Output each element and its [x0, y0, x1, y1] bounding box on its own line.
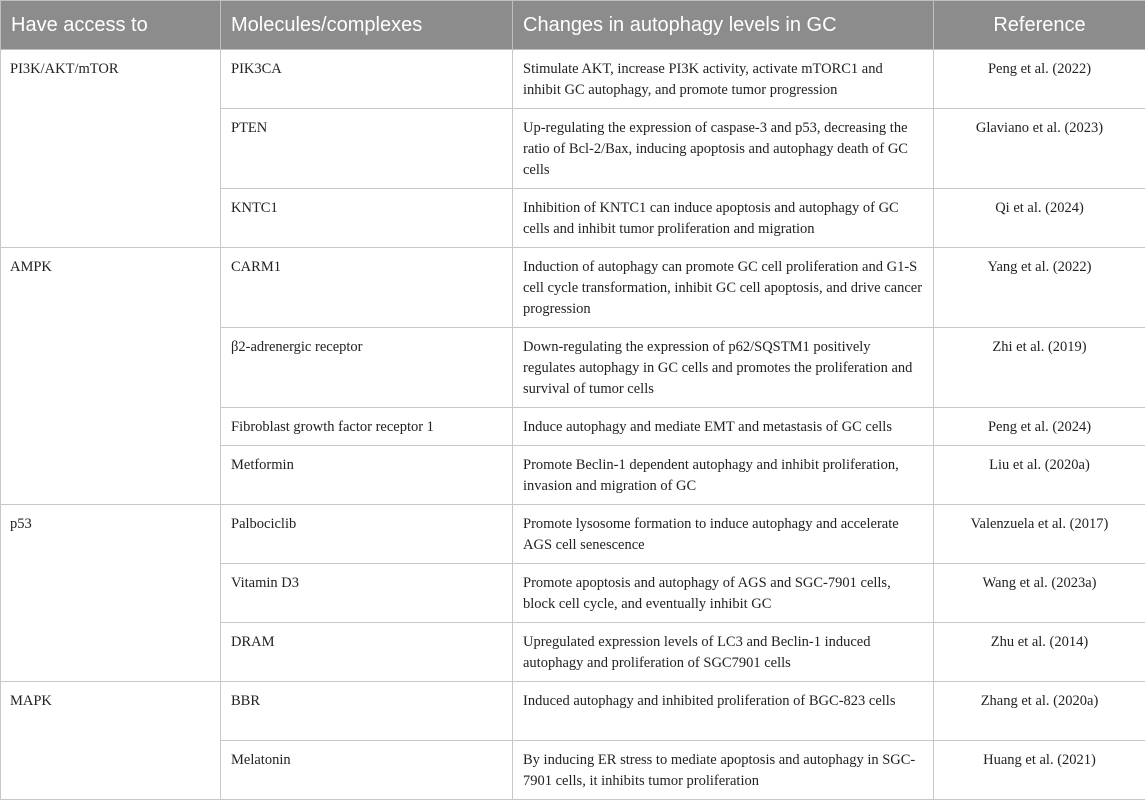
reference-cell: Yang et al. (2022)	[934, 248, 1145, 328]
reference-cell: Qi et al. (2024)	[934, 189, 1145, 248]
table-row	[1, 50, 1145, 109]
pathway-cell: MAPK	[1, 682, 221, 800]
change-cell: Inhibition of KNTC1 can induce apoptosis and autophagy of GC cells and inhibit tumor proliferation and migration	[513, 189, 934, 248]
change-cell: Promote Beclin-1 dependent autophagy and inhibit proliferation, invasion and migration of GC	[513, 446, 934, 505]
molecule-cell: DRAM	[221, 623, 513, 682]
pathway-cell: p53	[1, 505, 221, 682]
change-cell: Up-regulating the expression of caspase-3 and p53, decreasing the ratio of Bcl-2/Bax, inducing apoptosis and autophagy death of GC cells	[513, 109, 934, 189]
reference-cell: Valenzuela et al. (2017)	[934, 505, 1145, 564]
molecule-cell: β2-adrenergic receptor	[221, 328, 513, 408]
reference-cell: Glaviano et al. (2023)	[934, 109, 1145, 189]
change-cell: Upregulated expression levels of LC3 and Beclin-1 induced autophagy and proliferation of SGC7901 cells	[513, 623, 934, 682]
pathway-cell: AMPK	[1, 248, 221, 505]
reference-cell: Zhu et al. (2014)	[934, 623, 1145, 682]
molecule-cell: Palbociclib	[221, 505, 513, 564]
molecule-cell: PIK3CA	[221, 50, 513, 109]
change-cell: Promote lysosome formation to induce autophagy and accelerate AGS cell senescence	[513, 505, 934, 564]
reference-cell: Wang et al. (2023a)	[934, 564, 1145, 623]
header-reference: Reference	[934, 1, 1145, 50]
molecule-cell: BBR	[221, 682, 513, 741]
reference-cell: Peng et al. (2022)	[934, 50, 1145, 109]
molecule-cell: KNTC1	[221, 189, 513, 248]
header-molecules: Molecules/complexes	[221, 1, 513, 50]
reference-cell: Huang et al. (2021)	[934, 741, 1145, 800]
reference-cell: Zhi et al. (2019)	[934, 328, 1145, 408]
table-header	[1, 1, 1145, 50]
molecule-cell: Vitamin D3	[221, 564, 513, 623]
header-changes: Changes in autophagy levels in GC	[513, 1, 934, 50]
table-row	[1, 682, 1145, 741]
change-cell: Induce autophagy and mediate EMT and metastasis of GC cells	[513, 408, 934, 446]
change-cell: Down-regulating the expression of p62/SQSTM1 positively regulates autophagy in GC cells and promotes the proliferation and survival of tumor cells	[513, 328, 934, 408]
change-cell: Promote apoptosis and autophagy of AGS and SGC-7901 cells, block cell cycle, and eventually inhibit GC	[513, 564, 934, 623]
header-row	[1, 1, 1145, 50]
change-cell: By inducing ER stress to mediate apoptosis and autophagy in SGC-7901 cells, it inhibits tumor proliferation	[513, 741, 934, 800]
header-access: Have access to	[1, 1, 221, 50]
table-row	[1, 505, 1145, 564]
reference-cell: Liu et al. (2020a)	[934, 446, 1145, 505]
change-cell: Induced autophagy and inhibited proliferation of BGC-823 cells	[513, 682, 934, 741]
reference-cell: Peng et al. (2024)	[934, 408, 1145, 446]
pathway-cell: PI3K/AKT/mTOR	[1, 50, 221, 248]
molecule-cell: Metformin	[221, 446, 513, 505]
reference-cell: Zhang et al. (2020a)	[934, 682, 1145, 741]
change-cell: Stimulate AKT, increase PI3K activity, activate mTORC1 and inhibit GC autophagy, and promote tumor progression	[513, 50, 934, 109]
molecule-cell: Fibroblast growth factor receptor 1	[221, 408, 513, 446]
molecule-cell: CARM1	[221, 248, 513, 328]
table-body	[1, 50, 1145, 800]
change-cell: Induction of autophagy can promote GC cell proliferation and G1-S cell cycle transformation, inhibit GC cell apoptosis, and drive cancer progression	[513, 248, 934, 328]
molecule-cell: PTEN	[221, 109, 513, 189]
molecule-cell: Melatonin	[221, 741, 513, 800]
table-row	[1, 248, 1145, 328]
